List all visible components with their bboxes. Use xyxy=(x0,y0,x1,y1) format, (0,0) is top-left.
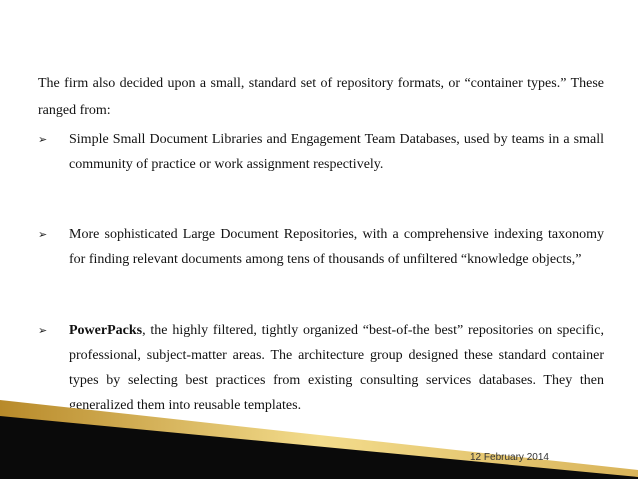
bullet-body-1: Simple Small Document Libraries and Engagement Team Databases, used by teams in a small community of practice or work assignment respectively. xyxy=(69,132,604,172)
intro-paragraph: The firm also decided upon a small, standard set of repository formats, or “container types.” These ranged from: xyxy=(38,76,604,118)
decorative-wedge xyxy=(0,400,638,479)
bullet-text-2 xyxy=(69,222,604,272)
bullet-body-2: More sophisticated Large Document Repositories, with a comprehensive indexing taxonomy for finding relevant documents among tens of thousands of unfiltered “knowledge objects,” xyxy=(69,227,604,267)
bullet-text-1 xyxy=(69,127,604,177)
bullet-body-3: , the highly filtered, tightly organized “best-of-the best” repositories on specific, professional, subject-matter areas. The architecture group designed these standard container types by selecting best practices from existing consulting services databases. They then generalized them into reusable templates. xyxy=(69,323,604,413)
arrow-bullet-icon: ➢ xyxy=(38,228,48,241)
bullet-item-2 xyxy=(38,222,604,272)
bullet-item-1 xyxy=(38,127,604,177)
bullet-lead-3: PowerPacks xyxy=(69,323,143,338)
footer-date: 12 February 2014 xyxy=(470,452,549,463)
arrow-bullet-icon: ➢ xyxy=(38,133,48,146)
arrow-bullet-icon: ➢ xyxy=(38,324,48,337)
black-wedge-shape xyxy=(0,416,638,479)
